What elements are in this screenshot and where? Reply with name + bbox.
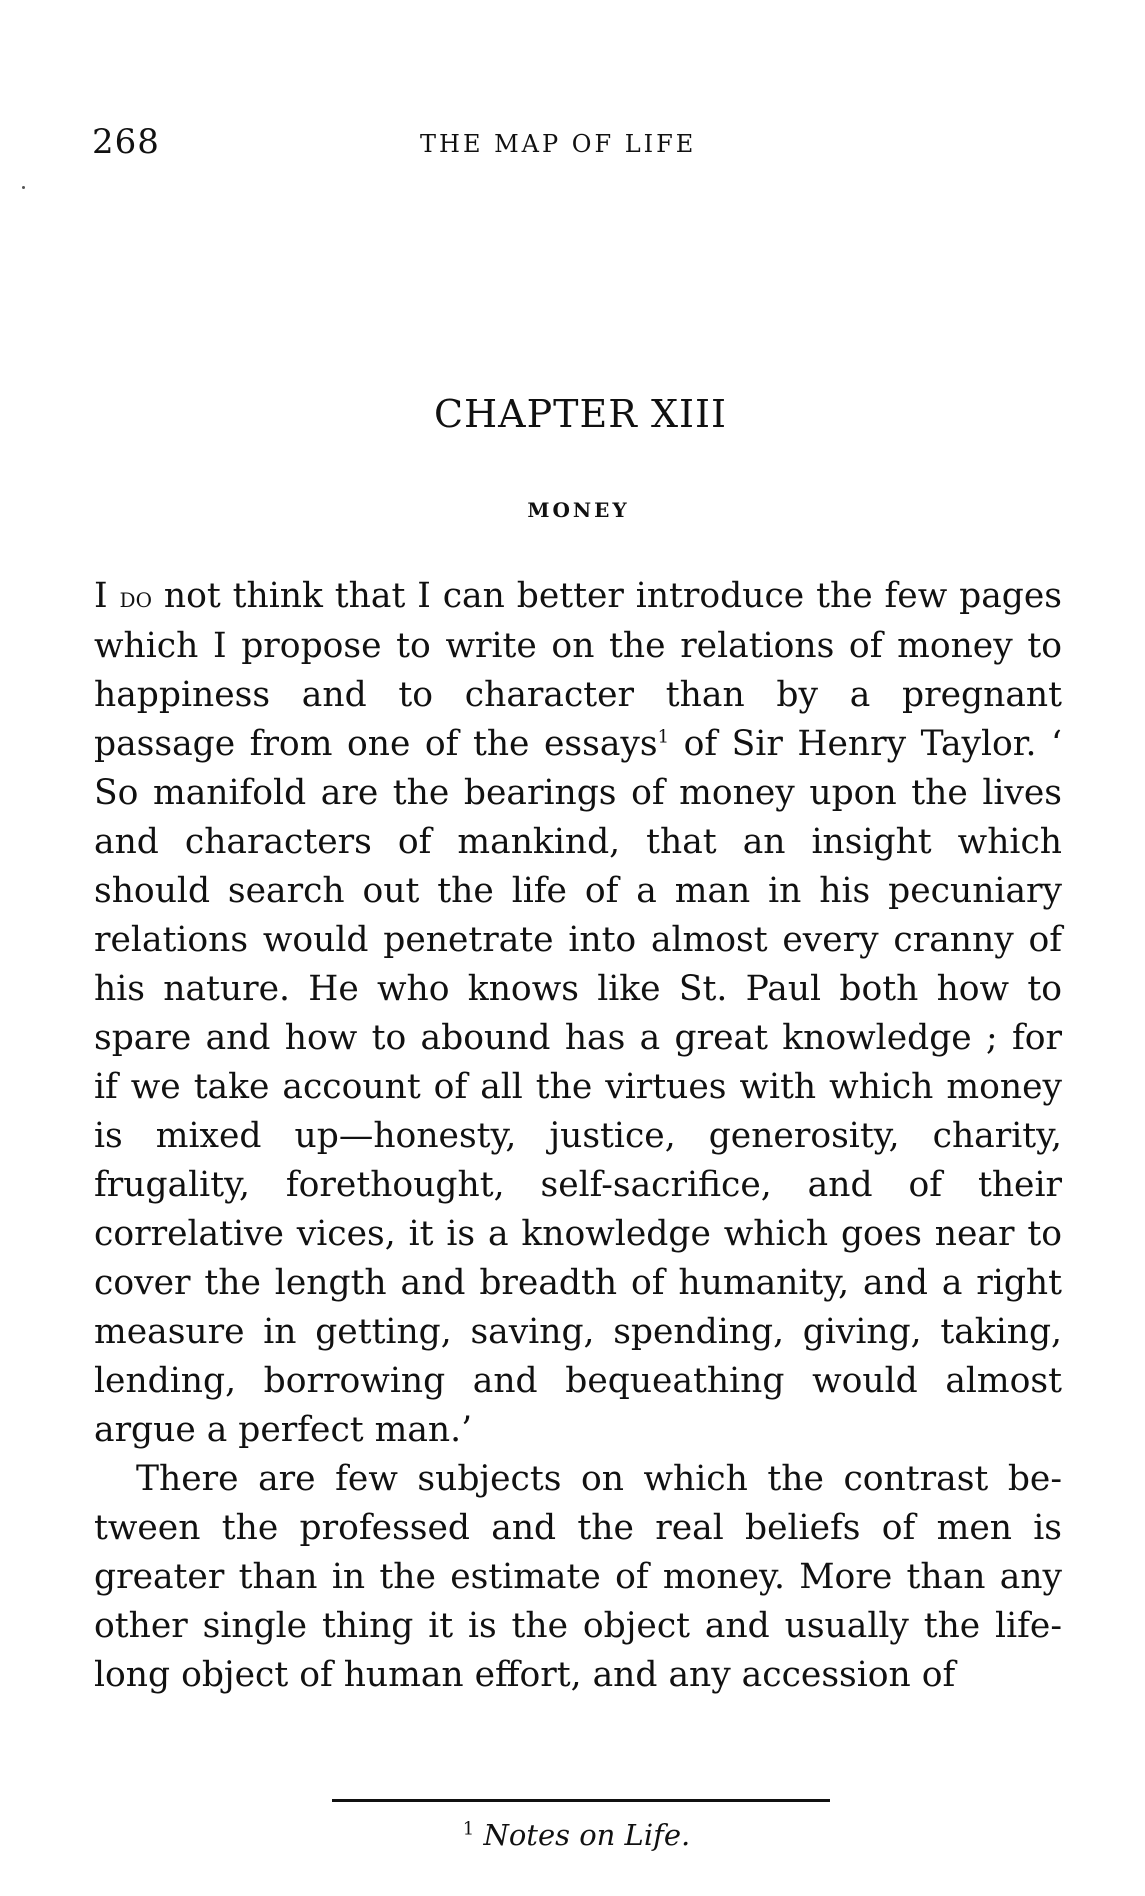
footnote-divider (332, 1799, 830, 1802)
page-number: 268 (92, 122, 160, 162)
paragraph-1-text-before-note: not think that I can better introduce the few pages which I propose to write on the relations of money to happiness and to character than by a pregnant passage from one of the essays (94, 576, 1063, 764)
footnote-text: Notes on Life. (483, 1818, 691, 1852)
footnote-reference[interactable]: 1 (657, 726, 670, 748)
chapter-subtitle: MONEY (527, 498, 630, 522)
running-head (92, 122, 1072, 172)
paragraph-2: There are few subjects on which the contrast between the professed and the real beliefs of men is greater than in the estimate of money. More than any other single thing it is the object and usually the lifelong object of human effort, and any accession of (94, 1459, 1062, 1695)
paragraph-opening-smallcaps: do (119, 581, 152, 614)
running-title: THE MAP OF LIFE (420, 130, 697, 158)
chapter-heading: CHAPTER XIII (433, 392, 728, 436)
footnote (0, 1818, 1145, 1852)
print-speck (22, 186, 25, 189)
paragraph-opening-letter: I (94, 576, 108, 616)
paragraph-1 (94, 572, 1062, 1455)
paragraph-1-text-after-note: of Sir Henry Taylor. ‘ So manifold are the bearings of money upon the lives and characters of mankind, that an insight which should search out the life of a man in his pecuniary relations would penetrate into almost every cranny of his nature. He who knows like St. Paul both how to spare and how to abound has a great knowledge ; for if we take account of all the virtues with which money is mixed up—honesty, justice, generosity, charity, frugality, forethought, self-sacrifice, and of their correlative vices, it is a knowledge which goes near to cover the length and breadth of humanity, and a right measure in getting, saving, spending, giving, taking, lending, borrowing and bequeathing would almost argue a perfect man.’ (94, 724, 1062, 1450)
footnote-marker: 1 (462, 1818, 475, 1840)
body-text (94, 572, 1062, 1700)
